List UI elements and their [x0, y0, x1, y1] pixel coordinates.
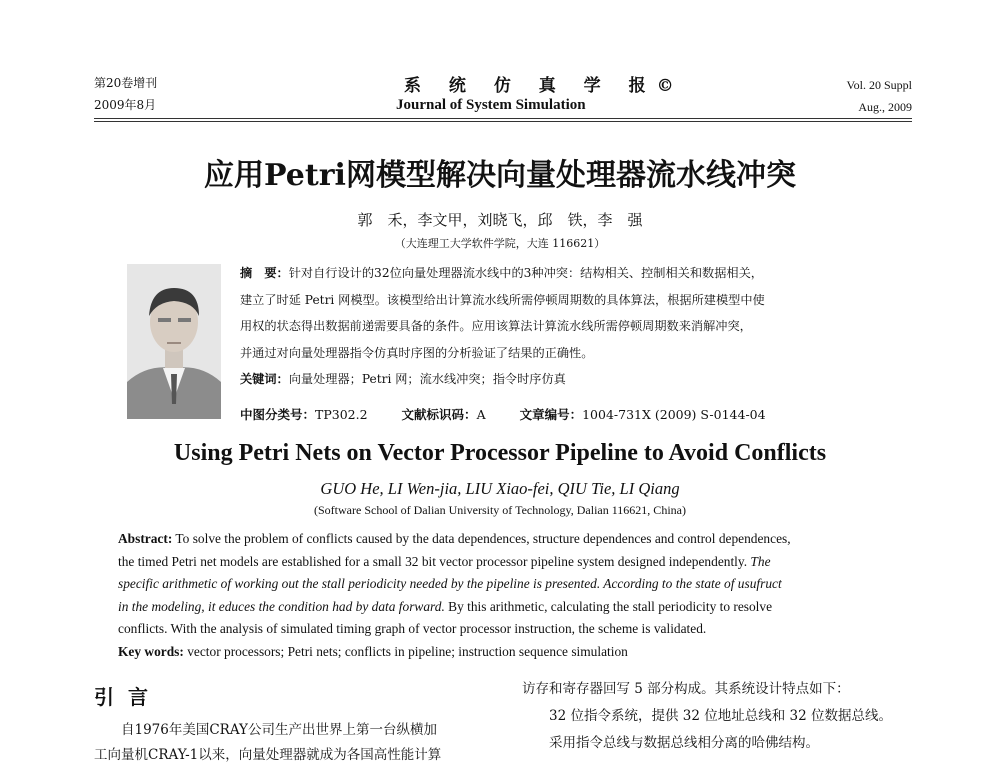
- clc-value: TP302.2: [315, 407, 368, 422]
- classification-line: [240, 405, 796, 423]
- abstract-cn-line: 针对自行设计的32位向量处理器流水线中的3种冲突：结构相关、控制相关和数据相关，: [288, 266, 763, 280]
- authors-cn: 郭 禾，李文甲，刘晓飞，邱 铁，李 强: [357, 211, 643, 229]
- keywords-en: vector processors; Petri nets; conflicts in pipeline; instruction sequence simulation: [183, 643, 628, 659]
- clc-label: 中图分类号：: [240, 407, 316, 422]
- keywords-cn-label: 关键词：: [240, 372, 289, 387]
- keywords-en-label: Key words:: [118, 643, 184, 659]
- authors-en: GUO He, LI Wen-jia, LIU Xiao-fei, QIU Tie, LI Qiang: [320, 479, 680, 498]
- affiliation-cn: （大连理工大学软件学院，大连 116621）: [394, 237, 606, 250]
- affiliation-en: (Software School of Dalian University of Technology, Dalian 116621, China): [314, 503, 686, 517]
- volume-en: Vol. 20 Suppl: [846, 78, 912, 92]
- body-line: 32 位指令系统，提供 32 位地址总线和 32 位数据总线。: [549, 708, 892, 724]
- abstract-en: [118, 528, 894, 663]
- author-portrait-icon: [127, 264, 221, 419]
- body-line: 工向量机CRAY-1以来，向量处理器就成为各国高性能计算: [94, 747, 442, 763]
- abstract-en-italic: specific arithmetic of working out the stall periodicity needed by the pipeline is presented. According to the state of usufruct: [118, 576, 782, 591]
- header-rule-2: [94, 121, 912, 122]
- abstract-cn-line: 用权的状态得出数据前递需要具备的条件。应用该算法计算流水线所需停顿周期数来消解冲突，: [240, 319, 752, 334]
- doc-code-value: A: [476, 407, 486, 422]
- body-right-column: [522, 676, 922, 757]
- article-no-label: 文章编号：: [519, 407, 583, 422]
- abstract-cn-line: 并通过对向量处理器指令仿真时序图的分析验证了结果的正确性。: [240, 345, 594, 360]
- abstract-cn-line: 建立了时延 Petri 网模型。该模型给出计算流水线所需停顿周期数的具体算法，根据所建模型中使: [240, 292, 765, 307]
- paper-title-cn: 应用Petri网模型解决向量处理器流水线冲突: [204, 158, 796, 193]
- author-photo: [127, 264, 221, 419]
- journal-name-en: Journal of System Simulation: [396, 97, 586, 113]
- body-line: 访存和寄存器回写 5 部分构成。其系统设计特点如下：: [522, 681, 850, 697]
- abstract-en-italic: The: [750, 553, 771, 569]
- volume-cn: 第20卷增刊: [94, 76, 158, 90]
- header-rule: [94, 118, 912, 119]
- abstract-en-line: conflicts. With the analysis of simulated timing graph of vector processor instruction, the scheme is validated.: [118, 621, 707, 636]
- abstract-en-line: the timed Petri net models are established for a small 32 bit vector processor pipeline system designed independently.: [118, 553, 751, 569]
- abstract-cn: [240, 260, 900, 393]
- journal-name-cn: 系 统 仿 真 学 报©: [404, 76, 685, 96]
- body-left-column: [94, 718, 494, 768]
- doc-code-label: 文献标识码：: [401, 407, 477, 422]
- abstract-cn-label: 摘 要：: [240, 266, 289, 280]
- abstract-en-label: Abstract:: [118, 531, 173, 546]
- abstract-en-line: By this arithmetic, calculating the stall periodicity to resolve: [444, 598, 773, 614]
- date-en: Aug., 2009: [858, 100, 912, 114]
- keywords-cn: 向量处理器；Petri 网；流水线冲突；指令时序仿真: [288, 372, 566, 387]
- body-line: 采用指令总线与数据总线相分离的哈佛结构。: [549, 735, 819, 751]
- abstract-en-line: To solve the problem of conflicts caused by the data dependences, structure dependences and control dependences,: [172, 531, 791, 546]
- section-title: 引言: [94, 685, 162, 709]
- body-line: 自1976年美国CRAY公司生产出世界上第一台纵横加: [121, 722, 437, 738]
- abstract-en-italic: in the modeling, it educes the condition had by data forward.: [118, 598, 445, 614]
- date-cn: 2009年8月: [94, 98, 157, 112]
- paper-title-en: Using Petri Nets on Vector Processor Pipeline to Avoid Conflicts: [173, 440, 827, 466]
- article-no-value: 1004-731X (2009) S-0144-04: [582, 407, 766, 422]
